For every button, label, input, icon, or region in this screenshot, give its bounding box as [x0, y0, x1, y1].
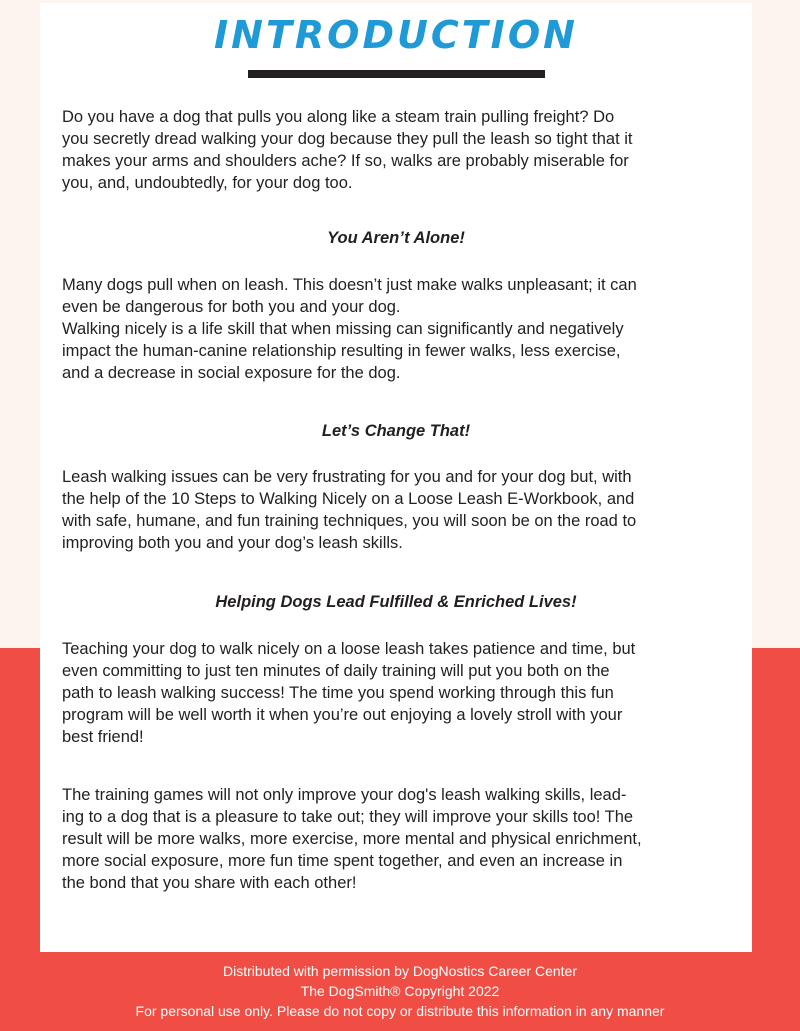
text-line: with safe, humane, and fun training techniques, you will soon be on the road to — [62, 512, 637, 530]
text-line: Do you have a dog that pulls you along like a steam train pulling freight? Do — [62, 108, 615, 126]
text-line: Teaching your dog to walk nicely on a loose leash takes patience and time, but — [62, 640, 636, 658]
content-card — [40, 3, 752, 952]
footer — [0, 961, 800, 1021]
text-line: improving both you and your dog’s leash skills. — [62, 534, 403, 552]
heading-helping-dogs: Helping Dogs Lead Fulfilled & Enriched Lives! — [215, 593, 577, 611]
text-line: program will be well worth it when you’re out enjoying a lovely stroll with your — [62, 706, 623, 724]
text-line: best friend! — [62, 728, 144, 746]
heading-lets-change-that: Let’s Change That! — [321, 422, 471, 440]
text-line: you secretly dread walking your dog because they pull the leash so tight that it — [62, 130, 633, 148]
paragraph-4 — [62, 638, 742, 748]
text-line: ing to a dog that is a pleasure to take out; they will improve your skills too! The — [62, 808, 634, 826]
heading-you-arent-alone: You Aren’t Alone! — [327, 229, 465, 247]
paragraph-5 — [62, 784, 742, 894]
text-line: makes your arms and shoulders ache? If so, walks are probably miserable for — [62, 152, 629, 170]
paragraph-3 — [62, 466, 742, 554]
text-line: Many dogs pull when on leash. This doesn’t just make walks unpleasant; it can — [62, 276, 637, 294]
paragraph-1 — [62, 106, 742, 194]
text-line: you, and, undoubtedly, for your dog too. — [62, 174, 353, 192]
text-line: Walking nicely is a life skill that when missing can significantly and negatively — [62, 320, 624, 338]
footer-distribution: Distributed with permission by DogNostics Career Center — [222, 963, 578, 979]
text-line: impact the human-canine relationship resulting in fewer walks, less exercise, — [62, 342, 621, 360]
paragraph-2 — [62, 274, 742, 384]
text-line: Leash walking issues can be very frustrating for you and for your dog but, with — [62, 468, 632, 486]
text-line: even be dangerous for both you and your dog. — [62, 298, 401, 316]
footer-usage-notice: For personal use only. Please do not copy or distribute this information in any manner — [135, 1003, 665, 1019]
text-line: more social exposure, more fun time spent together, and even an increase in — [62, 852, 623, 870]
title-underline — [248, 70, 545, 78]
footer-copyright: The DogSmith® Copyright 2022 — [300, 983, 500, 999]
text-line: path to leash walking success! The time you spend working through this fun — [62, 684, 614, 702]
text-line: The training games will not only improve your dog's leash walking skills, lead- — [62, 786, 627, 804]
text-line: the bond that you share with each other! — [62, 874, 357, 892]
page-title: INTRODUCTION — [214, 13, 578, 57]
text-line: and a decrease in social exposure for the dog. — [62, 364, 401, 382]
text-line: even committing to just ten minutes of daily training will put you both on the — [62, 662, 610, 680]
text-line: result will be more walks, more exercise, more mental and physical enrichment, — [62, 830, 642, 848]
text-line: the help of the 10 Steps to Walking Nicely on a Loose Leash E-Workbook, and — [62, 490, 635, 508]
